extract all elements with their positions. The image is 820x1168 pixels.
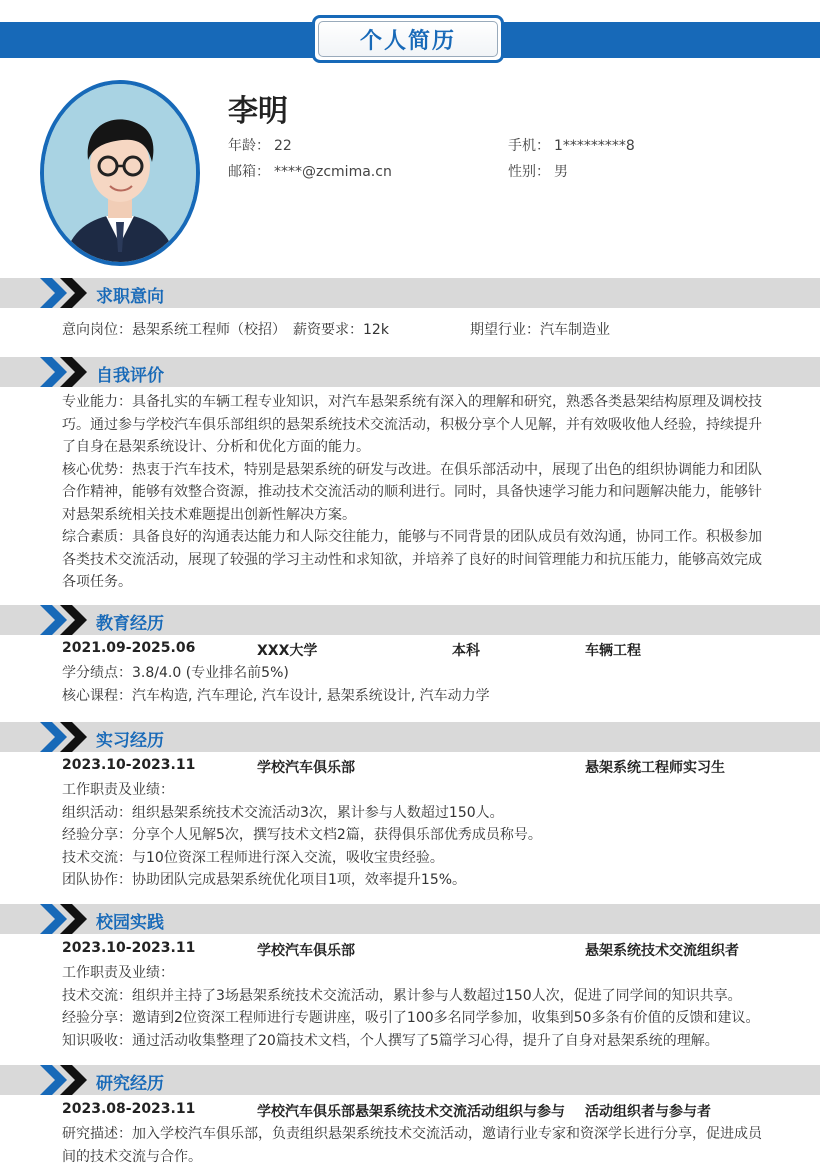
campus-org: 学校汽车俱乐部 — [257, 943, 355, 959]
candidate-name: 李明 — [228, 94, 288, 129]
internship-date: 2023.10-2023.11 — [62, 757, 196, 773]
section-header-education — [0, 605, 820, 635]
internship-row — [62, 757, 762, 779]
internship-line: 团队协作：协助团队完成悬架系统优化项目1项，效率提升15%。 — [62, 872, 467, 888]
education-degree: 本科 — [452, 643, 480, 659]
phone-field — [508, 135, 635, 155]
campus-details — [62, 962, 762, 1052]
section-title-education: 教育经历 — [96, 614, 164, 634]
age-value: 22 — [274, 138, 292, 154]
section-title-campus: 校园实践 — [96, 913, 164, 933]
campus-line: 知识吸收：通过活动收集整理了20篇技术文档，个人撰写了5篇学习心得，提升了自身对悬架系统的理解。 — [62, 1032, 719, 1049]
gender-field — [508, 161, 568, 181]
self-eval-paragraph: 综合素质：具备良好的沟通表达能力和人际交往能力，能够与不同背景的团队成员有效沟通，协同工作。积极参加各类技术交流活动，展现了较强的学习主动性和求知欲，并培养了良好的时间管理能力和抗压能力，能够高效完成各项任务。 — [62, 529, 762, 590]
intent-position: 意向岗位：悬架系统工程师（校招） — [62, 322, 286, 338]
double-chevron-icon — [40, 278, 90, 308]
research-project: 学校汽车俱乐部悬架系统技术交流活动组织与参与 — [257, 1104, 565, 1120]
campus-date: 2023.10-2023.11 — [62, 940, 196, 956]
internship-line: 经验分享：分享个人见解5次，撰写技术文档2篇，获得俱乐部优秀成员称号。 — [62, 827, 542, 843]
section-header-self — [0, 357, 820, 387]
self-eval-paragraph: 专业能力：具备扎实的车辆工程专业知识，对汽车悬架系统有深入的理解和研究，熟悉各类悬架结构原理及调校技巧。通过参与学校汽车俱乐部组织的悬架系统技术交流活动，积极分享个人见解，并有效吸收他人经验，持续提升了自身在悬架系统设计、分析和优化方面的能力。 — [62, 394, 762, 455]
avatar — [40, 80, 200, 266]
intent-industry: 期望行业：汽车制造业 — [470, 322, 610, 338]
internship-details — [62, 779, 762, 892]
campus-row — [62, 940, 762, 962]
education-line: 核心课程：汽车构造, 汽车理论, 汽车设计, 悬架系统设计, 汽车动力学 — [62, 687, 490, 704]
section-title-self: 自我评价 — [96, 366, 164, 386]
section-title-research: 研究经历 — [96, 1074, 164, 1094]
section-title-intent: 求职意向 — [96, 287, 164, 307]
campus-line: 工作职责及业绩： — [62, 965, 174, 981]
double-chevron-icon — [40, 605, 90, 635]
double-chevron-icon — [40, 722, 90, 752]
campus-line: 经验分享：邀请到2位资深工程师进行专题讲座，吸引了100多名同学参加，收集到50多条有价值的反馈和建议。 — [62, 1010, 760, 1026]
research-row — [62, 1101, 762, 1123]
intent-salary: 薪资要求：12k — [293, 322, 389, 338]
campus-role: 悬架系统技术交流组织者 — [585, 943, 739, 959]
self-eval-paragraph: 核心优势：热衷于汽车技术，特别是悬架系统的研发与改进。在俱乐部活动中，展现了出色的组织协调能力和团队合作精神，能够有效整合资源，推动技术交流活动的顺利进行。同时，具备快速学习能力和问题解决能力，能够针对悬架系统相关技术难题提出创新性解决方案。 — [62, 461, 762, 523]
gender-value: 男 — [554, 164, 568, 180]
research-details — [62, 1123, 762, 1168]
campus-line: 技术交流：组织并主持了3场悬架系统技术交流活动，累计参与人数超过150人次，促进了同学间的知识共享。 — [62, 987, 742, 1004]
education-details — [62, 662, 762, 707]
double-chevron-icon — [40, 357, 90, 387]
age-label: 年龄： — [228, 138, 270, 154]
double-chevron-icon — [40, 904, 90, 934]
section-header-campus — [0, 904, 820, 934]
research-role: 活动组织者与参与者 — [585, 1104, 711, 1120]
internship-role: 悬架系统工程师实习生 — [585, 760, 725, 776]
age-field — [228, 135, 292, 155]
education-school: XXX大学 — [257, 643, 318, 659]
internship-org: 学校汽车俱乐部 — [257, 760, 355, 776]
research-description: 研究描述：加入学校汽车俱乐部，负责组织悬架系统技术交流活动，邀请行业专家和资深学长进行分享，促进成员间的技术交流与合作。 — [62, 1126, 762, 1165]
education-row — [62, 640, 762, 662]
education-major: 车辆工程 — [585, 643, 641, 659]
phone-label: 手机： — [508, 138, 550, 154]
email-label: 邮箱： — [228, 164, 270, 180]
title-frame — [312, 15, 504, 63]
research-date: 2023.08-2023.11 — [62, 1101, 196, 1117]
double-chevron-icon — [40, 1065, 90, 1095]
education-date: 2021.09-2025.06 — [62, 640, 196, 656]
internship-line: 组织活动：组织悬架系统技术交流活动3次，累计参与人数超过150人。 — [62, 804, 504, 821]
page-title: 个人简历 — [318, 21, 498, 57]
section-header-intent — [0, 278, 820, 308]
section-header-internship — [0, 722, 820, 752]
internship-line: 工作职责及业绩： — [62, 782, 174, 798]
intent-row — [62, 319, 762, 341]
email-field — [228, 161, 392, 181]
internship-line: 技术交流：与10位资深工程师进行深入交流，吸收宝贵经验。 — [62, 849, 444, 866]
phone-value: 1*********8 — [554, 138, 635, 154]
education-line: 学分绩点：3.8/4.0 (专业排名前5%) — [62, 665, 289, 681]
section-title-internship: 实习经历 — [96, 731, 164, 751]
self-eval-block — [62, 391, 762, 594]
gender-label: 性别： — [508, 164, 550, 180]
portrait-image — [44, 84, 196, 262]
email-value: ****@zcmima.cn — [274, 164, 392, 180]
section-header-research — [0, 1065, 820, 1095]
